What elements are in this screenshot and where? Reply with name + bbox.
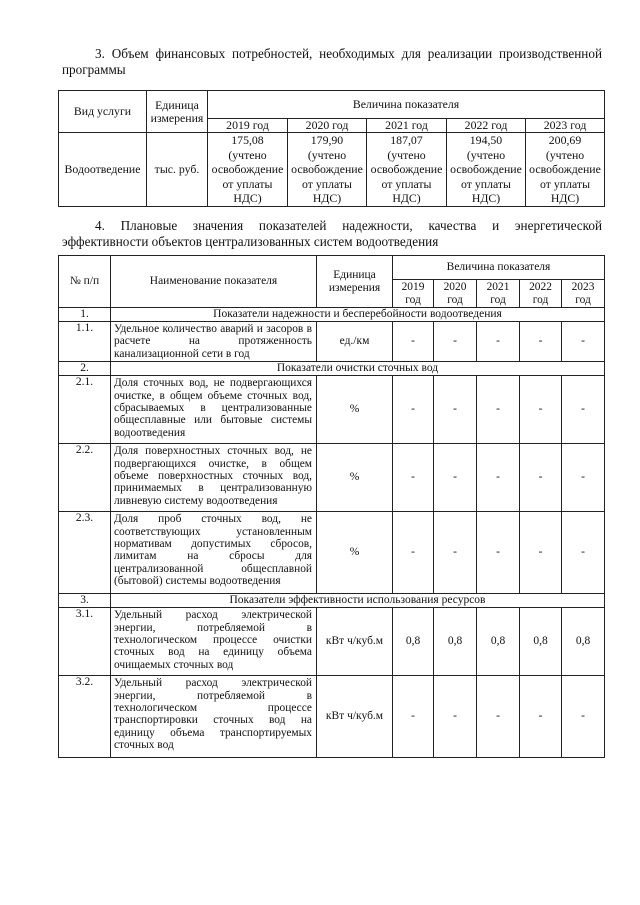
value-cell: - xyxy=(562,376,605,444)
amount-cell: 187,07 (учтено освобождение от уплаты НДС) xyxy=(367,133,447,207)
section-title: Показатели надежности и бесперебойности водоотведения xyxy=(111,308,605,322)
value-cell: - xyxy=(477,444,520,512)
value-cell: - xyxy=(477,376,520,444)
col-header-unit: Единица измерения xyxy=(147,91,208,133)
indicator-name: Удельное количество аварий и засоров в расчете на протяженность канализационной сети в год xyxy=(111,322,317,362)
col-header-num: № п/п xyxy=(59,256,111,308)
value-cell: - xyxy=(477,322,520,362)
value-cell: - xyxy=(520,512,562,594)
year-header: 2020 год xyxy=(434,280,477,308)
year-header: 2023 год xyxy=(562,280,605,308)
table-row xyxy=(59,512,605,594)
table-row xyxy=(59,676,605,758)
value-cell: - xyxy=(477,512,520,594)
row-number: 1.1. xyxy=(59,322,111,362)
financial-needs-table xyxy=(58,90,605,207)
row-number: 2.2. xyxy=(59,444,111,512)
unit-cell: % xyxy=(317,376,393,444)
section-title: Показатели эффективности использования ресурсов xyxy=(111,594,605,608)
value-cell: 0,8 xyxy=(393,608,434,676)
section-number: 2. xyxy=(59,362,111,376)
indicator-name: Доля проб сточных вод, не соответствующих установленным нормативам допустимых сбросов, лимитам на сбросы для централизованной общесплавной (бытовой) системы водоотведения xyxy=(111,512,317,594)
value-cell: - xyxy=(393,676,434,758)
value-cell: - xyxy=(520,376,562,444)
value-cell: 0,8 xyxy=(477,608,520,676)
value-cell: - xyxy=(477,676,520,758)
unit-cell: кВт ч/куб.м xyxy=(317,676,393,758)
unit-cell: тыс. руб. xyxy=(147,133,208,207)
section-number: 3. xyxy=(59,594,111,608)
value-cell: - xyxy=(393,376,434,444)
value-cell: - xyxy=(562,512,605,594)
amount-cell: 200,69 (учтено освобождение от уплаты НДС) xyxy=(526,133,605,207)
value-cell: - xyxy=(434,322,477,362)
indicator-name: Доля сточных вод, не подвергающихся очистке, в общем объеме сточных вод, сбрасываемых в централизованные общесплавные или бытовые системы водоотведения xyxy=(111,376,317,444)
table-row xyxy=(59,376,605,444)
unit-cell: % xyxy=(317,444,393,512)
value-cell: - xyxy=(434,676,477,758)
row-number: 3.2. xyxy=(59,676,111,758)
value-cell: 0,8 xyxy=(520,608,562,676)
table-row xyxy=(59,322,605,362)
indicator-name: Удельный расход электрической энергии, потребляемой в технологическом процессе транспортировки сточных вод на единицу объема транспортируемых сточных вод xyxy=(111,676,317,758)
unit-cell: кВт ч/куб.м xyxy=(317,608,393,676)
col-header-service: Вид услуги xyxy=(59,91,147,133)
indicator-name: Доля поверхностных сточных вод, не подвергающихся очистке, в общем объеме поверхностных сточных вод, принимаемых в централизованную ливневую систему водоотведения xyxy=(111,444,317,512)
value-cell: - xyxy=(520,676,562,758)
section-title: Показатели очистки сточных вод xyxy=(111,362,605,376)
value-cell: 0,8 xyxy=(434,608,477,676)
amount-cell: 194,50 (учтено освобождение от уплаты НДС) xyxy=(447,133,526,207)
year-header: 2022 год xyxy=(447,119,526,133)
year-header: 2019 год xyxy=(393,280,434,308)
value-cell: - xyxy=(393,322,434,362)
service-cell: Водоотведение xyxy=(59,133,147,207)
row-number: 2.1. xyxy=(59,376,111,444)
section-number: 1. xyxy=(59,308,111,322)
value-cell: - xyxy=(393,444,434,512)
col-header-value: Величина показателя xyxy=(393,256,605,280)
value-cell: - xyxy=(393,512,434,594)
year-header: 2020 год xyxy=(288,119,367,133)
amount-cell: 175,08 (учтено освобождение от уплаты НДС) xyxy=(208,133,288,207)
value-cell: - xyxy=(434,512,477,594)
table-row xyxy=(59,608,605,676)
value-cell: - xyxy=(562,676,605,758)
year-header: 2021 год xyxy=(477,280,520,308)
indicators-table xyxy=(58,255,605,758)
year-header: 2019 год xyxy=(208,119,288,133)
table-row xyxy=(59,444,605,512)
section-3-heading: 3. Объем финансовых потребностей, необходимых для реализации производственной программы xyxy=(62,46,602,77)
value-cell: - xyxy=(434,444,477,512)
value-cell: - xyxy=(520,322,562,362)
year-header: 2021 год xyxy=(367,119,447,133)
year-header: 2022 год xyxy=(520,280,562,308)
indicator-name: Удельный расход электрической энергии, потребляемой в технологическом процессе очистки сточных вод на единицу объема очищаемых сточных вод xyxy=(111,608,317,676)
year-header: 2023 год xyxy=(526,119,605,133)
row-number: 2.3. xyxy=(59,512,111,594)
unit-cell: ед./км xyxy=(317,322,393,362)
amount-cell: 179,90 (учтено освобождение от уплаты НДС) xyxy=(288,133,367,207)
value-cell: - xyxy=(520,444,562,512)
value-cell: - xyxy=(562,322,605,362)
col-header-name: Наименование показателя xyxy=(111,256,317,308)
section-4-heading: 4. Плановые значения показателей надежности, качества и энергетической эффективности объектов централизованных систем водоотведения xyxy=(62,218,602,249)
unit-cell: % xyxy=(317,512,393,594)
value-cell: - xyxy=(434,376,477,444)
value-cell: 0,8 xyxy=(562,608,605,676)
col-header-value: Величина показателя xyxy=(208,91,605,119)
row-number: 3.1. xyxy=(59,608,111,676)
col-header-unit: Единица измерения xyxy=(317,256,393,308)
value-cell: - xyxy=(562,444,605,512)
